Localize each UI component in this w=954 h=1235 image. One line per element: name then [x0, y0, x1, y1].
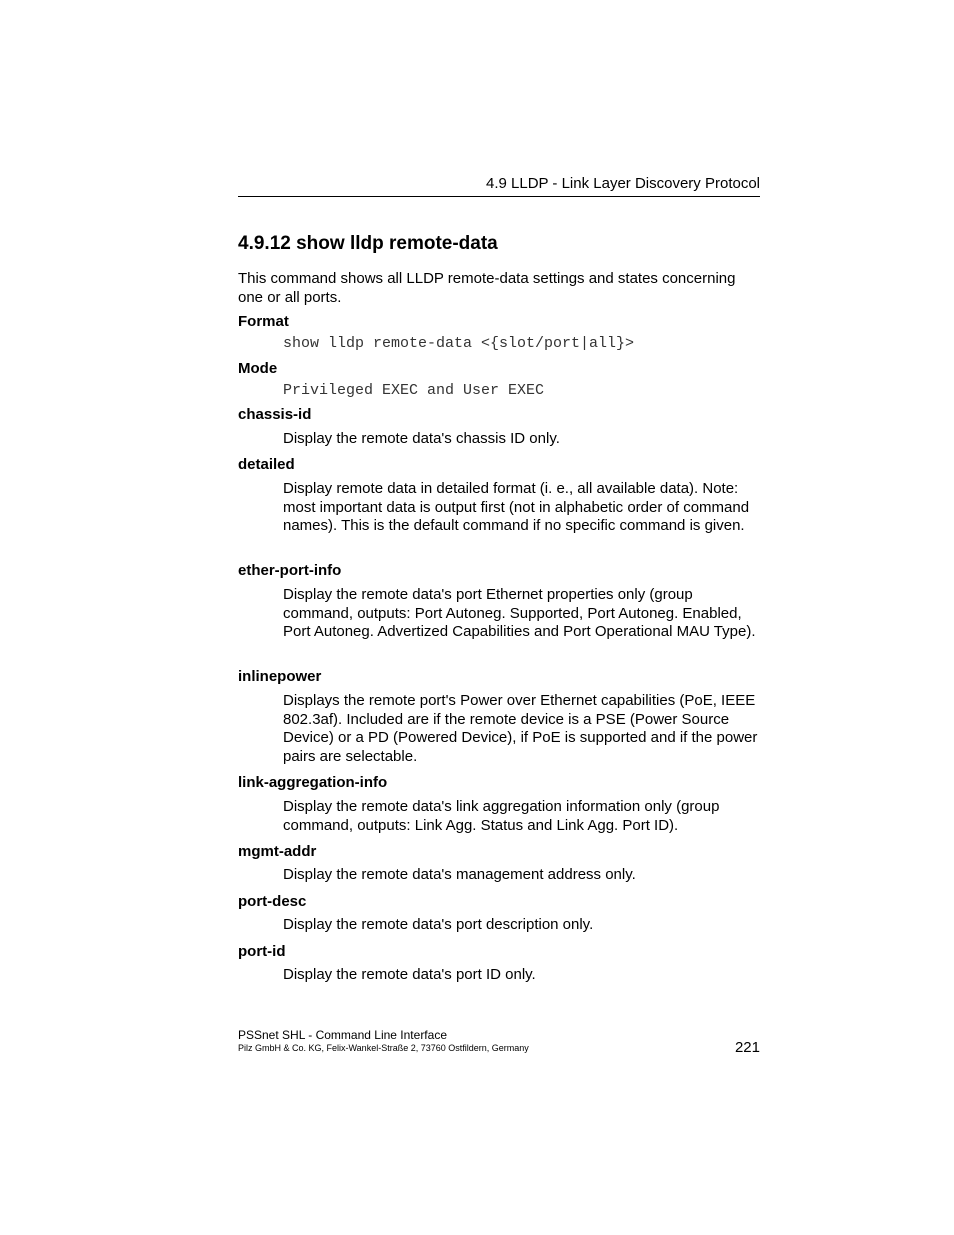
running-header: 4.9 LLDP - Link Layer Discovery Protocol: [485, 175, 760, 192]
param-term: mgmt-addr: [238, 843, 317, 860]
param-term: link-aggregation-info: [238, 774, 388, 791]
param-desc: Display the remote data's port ID only.: [283, 966, 536, 983]
intro-paragraph: This command shows all LLDP remote-data settings and states concerning one or all ports.: [238, 270, 736, 306]
param-term: detailed: [238, 456, 295, 473]
param-desc: Display the remote data's management address only.: [283, 866, 636, 883]
format-code: show lldp remote-data <{slot/port|all}>: [283, 335, 635, 352]
param-desc: Display the remote data's link aggregation information only (group command, outputs: Link Agg. Status and Link Agg. Port ID).: [283, 798, 720, 834]
header-rule: [238, 196, 760, 197]
param-desc: Display the remote data's chassis ID only.: [283, 430, 560, 447]
param-term: port-id: [238, 943, 286, 960]
format-label: Format: [238, 313, 289, 330]
param-term: ether-port-info: [238, 562, 342, 579]
page-number: 221: [734, 1039, 760, 1056]
param-desc: Displays the remote port's Power over Ethernet capabilities (PoE, IEEE 802.3af). Included are if the remote device is a PSE (Power Source Device) or a PD (Powered Device), if PoE is supported and if the power pairs are selectable.: [283, 692, 758, 766]
mode-label: Mode: [238, 360, 278, 377]
section-title: 4.9.12 show lldp remote-data: [238, 233, 498, 254]
mode-code: Privileged EXEC and User EXEC: [283, 382, 545, 399]
footer-address: Pilz GmbH & Co. KG, Felix-Wankel-Straße 2, 73760 Ostfildern, Germany: [238, 1043, 529, 1053]
param-term: chassis-id: [238, 406, 312, 423]
footer-title: PSSnet SHL - Command Line Interface: [238, 1028, 447, 1042]
param-desc: Display the remote data's port Ethernet properties only (group command, outputs: Port Autoneg. Supported, Port Autoneg. Enabled, Port Autoneg. Advertized Capabilities and Port Operational MAU Type).: [283, 586, 756, 641]
param-desc: Display the remote data's port description only.: [283, 916, 594, 933]
param-term: port-desc: [238, 893, 307, 910]
param-desc: Display remote data in detailed format (i. e., all available data). Note: most important data is output first (not in alphabetic order of command names). This is the default command if no specific command is given.: [283, 480, 750, 535]
param-term: inlinepower: [238, 668, 322, 685]
